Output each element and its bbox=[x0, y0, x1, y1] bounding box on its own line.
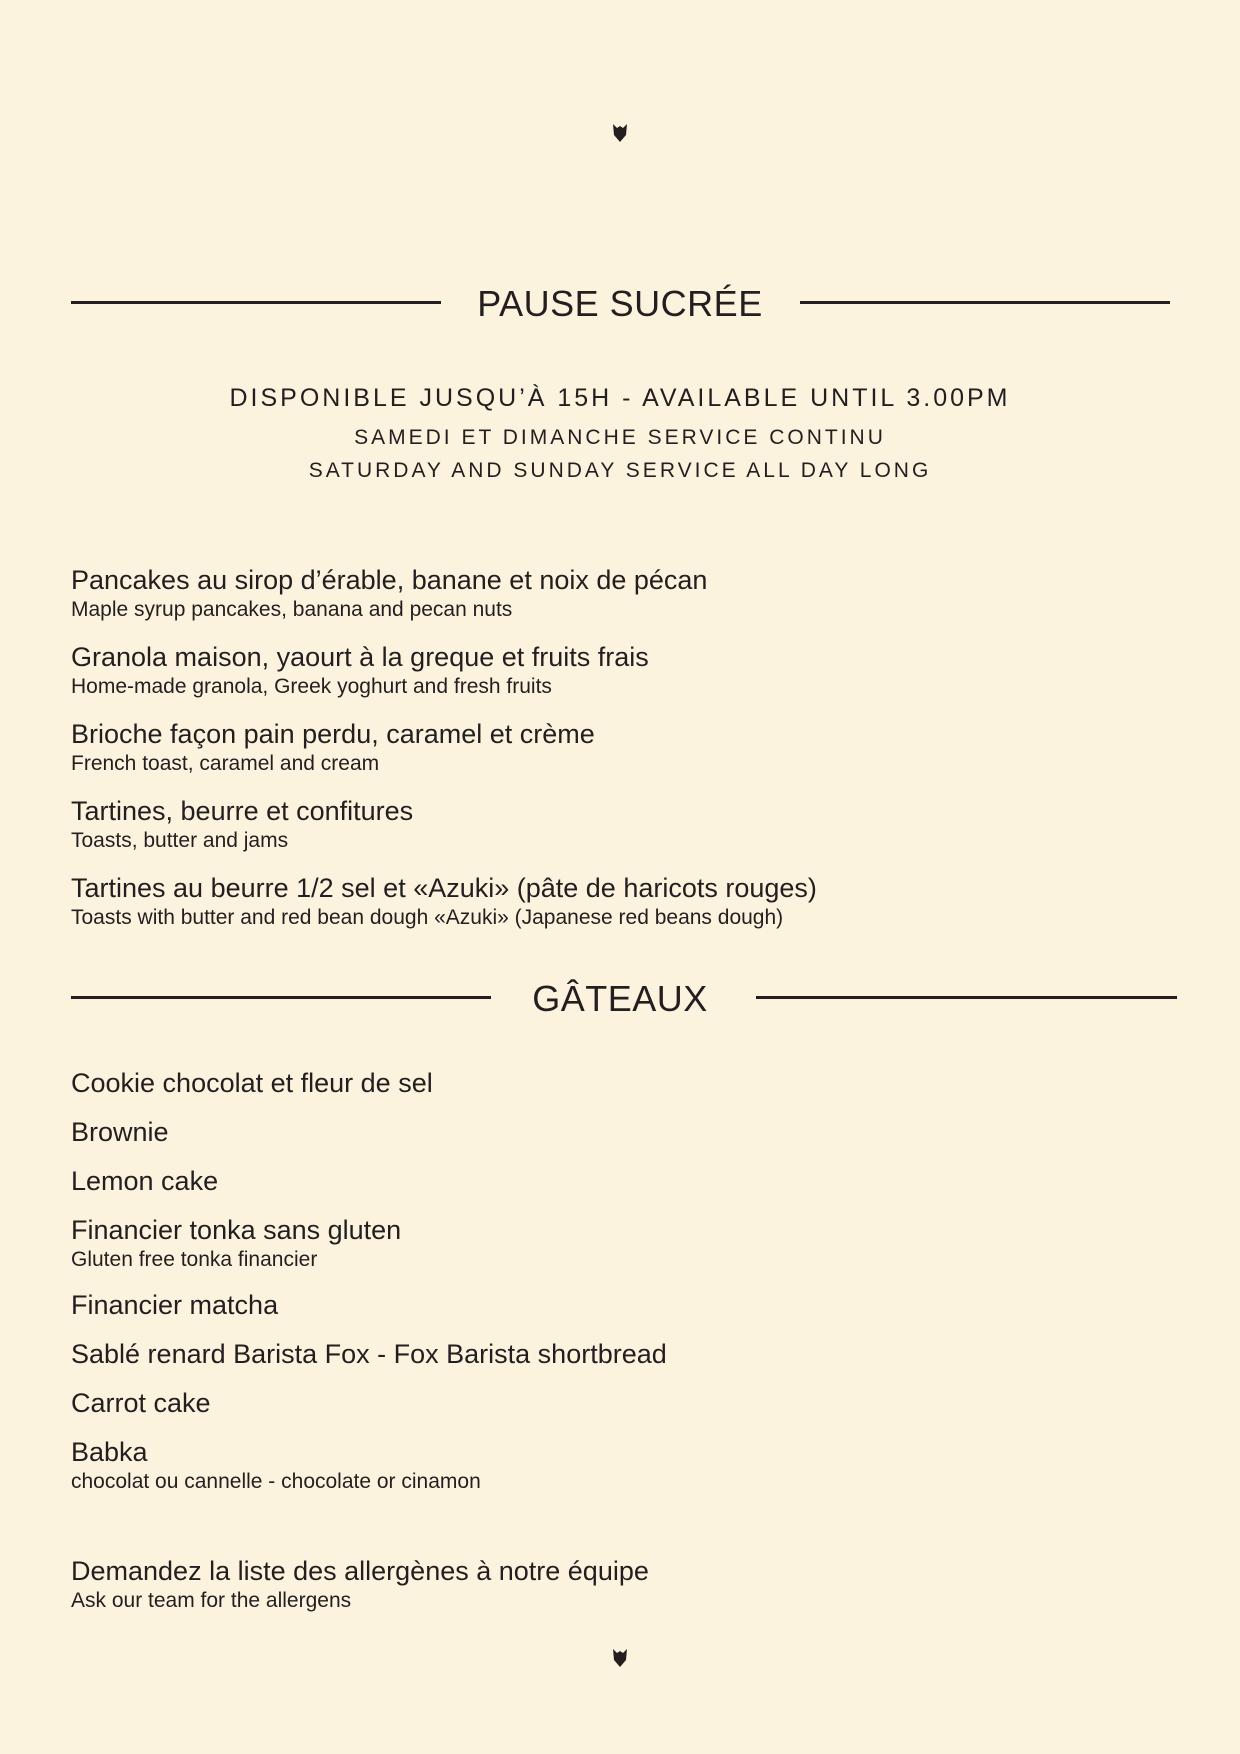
menu-item-fr: Brownie bbox=[71, 1117, 169, 1147]
menu-item bbox=[71, 1435, 1171, 1495]
menu-item-fr: Sablé renard Barista Fox - Fox Barista shortbread bbox=[71, 1339, 667, 1369]
fox-logo-icon bbox=[612, 1648, 628, 1668]
menu-item bbox=[71, 1213, 1171, 1273]
allergen-note-fr: Demandez la liste des allergènes à notre équipe bbox=[71, 1556, 649, 1586]
menu-item-en: chocolat ou cannelle - chocolate or cinamon bbox=[71, 1470, 481, 1493]
menu-item bbox=[71, 1115, 1171, 1149]
availability-line-1: DISPONIBLE JUSQU’À 15H - AVAILABLE UNTIL 3.00PM bbox=[229, 384, 1011, 412]
menu-item-fr: Cookie chocolat et fleur de sel bbox=[71, 1068, 433, 1098]
menu-item-fr: Pancakes au sirop d’érable, banane et noix de pécan bbox=[71, 565, 708, 595]
menu-item-fr: Lemon cake bbox=[71, 1166, 219, 1196]
menu-item-fr: Brioche façon pain perdu, caramel et crème bbox=[71, 719, 595, 749]
menu-item-en: Maple syrup pancakes, banana and pecan nuts bbox=[71, 598, 513, 621]
availability-line-3: SATURDAY AND SUNDAY SERVICE ALL DAY LONG bbox=[308, 459, 932, 482]
allergen-note bbox=[71, 1554, 649, 1614]
section-1-rule-right bbox=[800, 301, 1170, 304]
menu-item bbox=[71, 1337, 1171, 1371]
gateaux-list bbox=[71, 1066, 1171, 1510]
menu-item-fr: Granola maison, yaourt à la greque et fruits frais bbox=[71, 642, 649, 672]
menu-item-fr: Financier matcha bbox=[71, 1290, 279, 1320]
section-1-title: PAUSE SUCRÉE bbox=[477, 283, 763, 324]
menu-item bbox=[71, 1164, 1171, 1198]
menu-item-en: Toasts with butter and red bean dough «Azuki» (Japanese red beans dough) bbox=[71, 906, 784, 929]
pause-sucree-list bbox=[71, 563, 1171, 948]
fox-logo-icon bbox=[612, 123, 628, 143]
menu-item bbox=[71, 1288, 1171, 1322]
menu-item-en: Home-made granola, Greek yoghurt and fresh fruits bbox=[71, 675, 552, 698]
menu-item-fr: Babka bbox=[71, 1437, 148, 1467]
allergen-note-en: Ask our team for the allergens bbox=[71, 1589, 352, 1612]
menu-item-fr: Tartines au beurre 1/2 sel et «Azuki» (pâte de haricots rouges) bbox=[71, 873, 817, 903]
availability-line-2: SAMEDI ET DIMANCHE SERVICE CONTINU bbox=[354, 426, 886, 449]
menu-item-en: Toasts, butter and jams bbox=[71, 829, 289, 852]
menu-item bbox=[71, 717, 1171, 777]
menu-item bbox=[71, 1066, 1171, 1100]
menu-item bbox=[71, 1386, 1171, 1420]
section-2-rule-right bbox=[756, 996, 1177, 999]
menu-item-fr: Financier tonka sans gluten bbox=[71, 1215, 402, 1245]
menu-item bbox=[71, 563, 1171, 623]
section-2-title: GÂTEAUX bbox=[532, 978, 708, 1019]
menu-item-fr: Tartines, beurre et confitures bbox=[71, 796, 414, 826]
menu-item bbox=[71, 794, 1171, 854]
menu-item bbox=[71, 871, 1171, 931]
menu-item-en: French toast, caramel and cream bbox=[71, 752, 380, 775]
menu-item bbox=[71, 640, 1171, 700]
menu-item-en: Gluten free tonka financier bbox=[71, 1248, 318, 1271]
menu-item-fr: Carrot cake bbox=[71, 1388, 211, 1418]
